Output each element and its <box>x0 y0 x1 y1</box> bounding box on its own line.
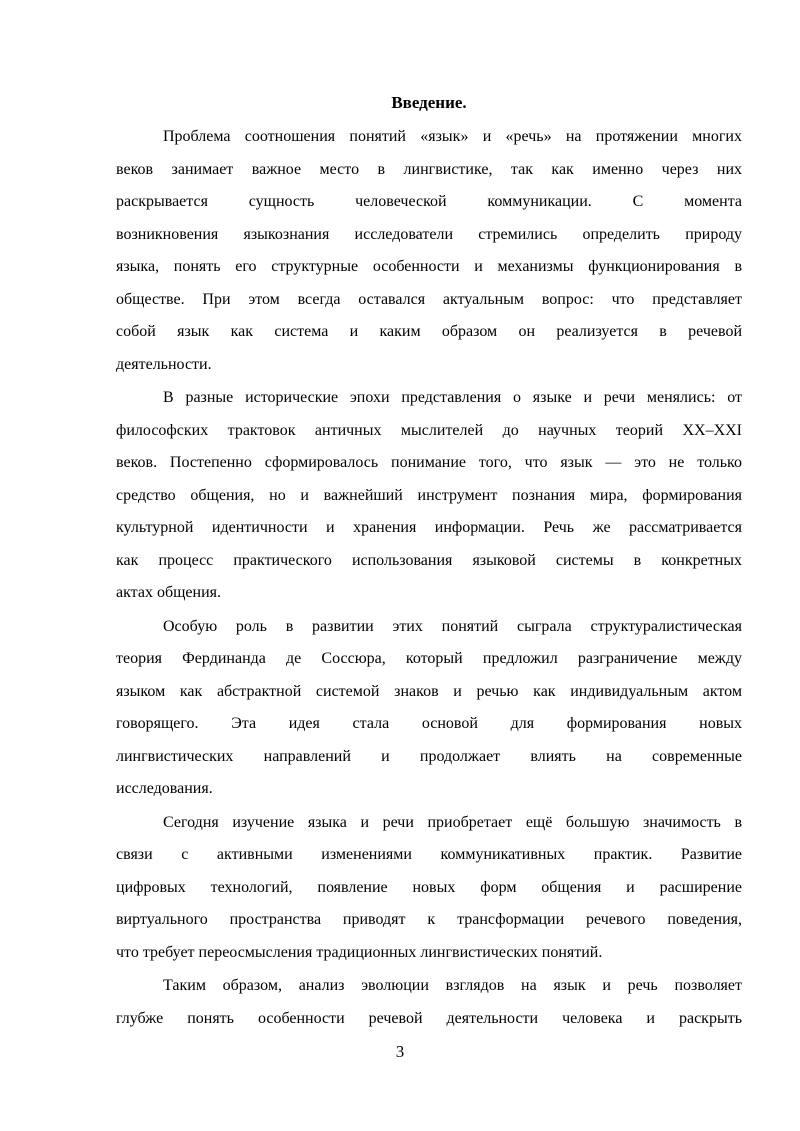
paragraph-line: языком как абстрактной системой знаков и речью как индивидуальным актом <box>116 682 742 700</box>
paragraph-line: исследования. <box>116 780 213 797</box>
paragraph-line: В разные исторические эпохи представления о языке и речи менялись: от <box>163 389 742 406</box>
document-page <box>116 88 742 1036</box>
paragraph-line: веков. Постепенно сформировалось понимание того, что язык — это не только <box>116 454 742 471</box>
paragraph-line: что требует переосмысления традиционных лингвистических понятий. <box>116 943 603 961</box>
paragraph-line: веков занимает важное место в лингвистике, так как именно через них <box>116 160 742 178</box>
paragraph-line: цифровых технологий, появление новых форм общения и расширение <box>116 878 742 896</box>
paragraph-line: глубже понять особенности речевой деятельности человека и раскрыть <box>116 1009 742 1027</box>
paragraph-line: как процесс практического использования языковой системы в конкретных <box>116 551 742 569</box>
paragraph <box>116 970 742 1035</box>
paragraph-line: Проблема соотношения понятий «язык» и «речь» на протяжении многих <box>163 128 742 145</box>
paragraph <box>116 121 742 381</box>
paragraph-line: Таким образом, анализ эволюции взглядов на язык и речь позволяет <box>163 977 742 994</box>
page-number: 3 <box>395 1042 405 1061</box>
paragraph <box>116 807 742 970</box>
paragraph-line: говорящего. Эта идея стала основой для формирования новых <box>116 715 742 732</box>
paragraph-line: культурной идентичности и хранения информации. Речь же рассматривается <box>116 519 742 536</box>
paragraph-line: теория Фердинанда де Соссюра, который предложил разграничение между <box>116 650 742 667</box>
paragraph-line: Сегодня изучение языка и речи приобретает ещё большую значимость в <box>163 813 742 831</box>
paragraph <box>116 611 742 806</box>
section-title: Введение. <box>391 93 467 112</box>
paragraph-line: возникновения языкознания исследователи стремились определить природу <box>116 225 742 243</box>
paragraph-line: связи с активными изменениями коммуникативных практик. Развитие <box>116 846 742 863</box>
paragraph-line: раскрывается сущность человеческой коммуникации. С момента <box>116 193 742 210</box>
paragraph-line: обществе. При этом всегда оставался актуальным вопрос: что представляет <box>116 290 742 308</box>
paragraph-line: философских трактовок античных мыслителей до научных теорий XX–XXI <box>116 421 742 439</box>
paragraph-line: лингвистических направлений и продолжает влиять на современные <box>116 747 742 765</box>
paragraph-line: языка, понять его структурные особенности и механизмы функционирования в <box>116 258 742 275</box>
paragraph-line: виртуального пространства приводят к трансформации речевого поведения, <box>116 911 742 928</box>
paragraph-line: средство общения, но и важнейший инструмент познания мира, формирования <box>116 486 742 504</box>
paragraph-line: Особую роль в развитии этих понятий сыграла структуралистическая <box>163 617 742 635</box>
paragraph-line: деятельности. <box>116 355 212 373</box>
paragraph <box>116 382 742 610</box>
paragraph-line: актах общения. <box>116 584 221 601</box>
paragraph-line: собой язык как система и каким образом он реализуется в речевой <box>116 323 742 340</box>
